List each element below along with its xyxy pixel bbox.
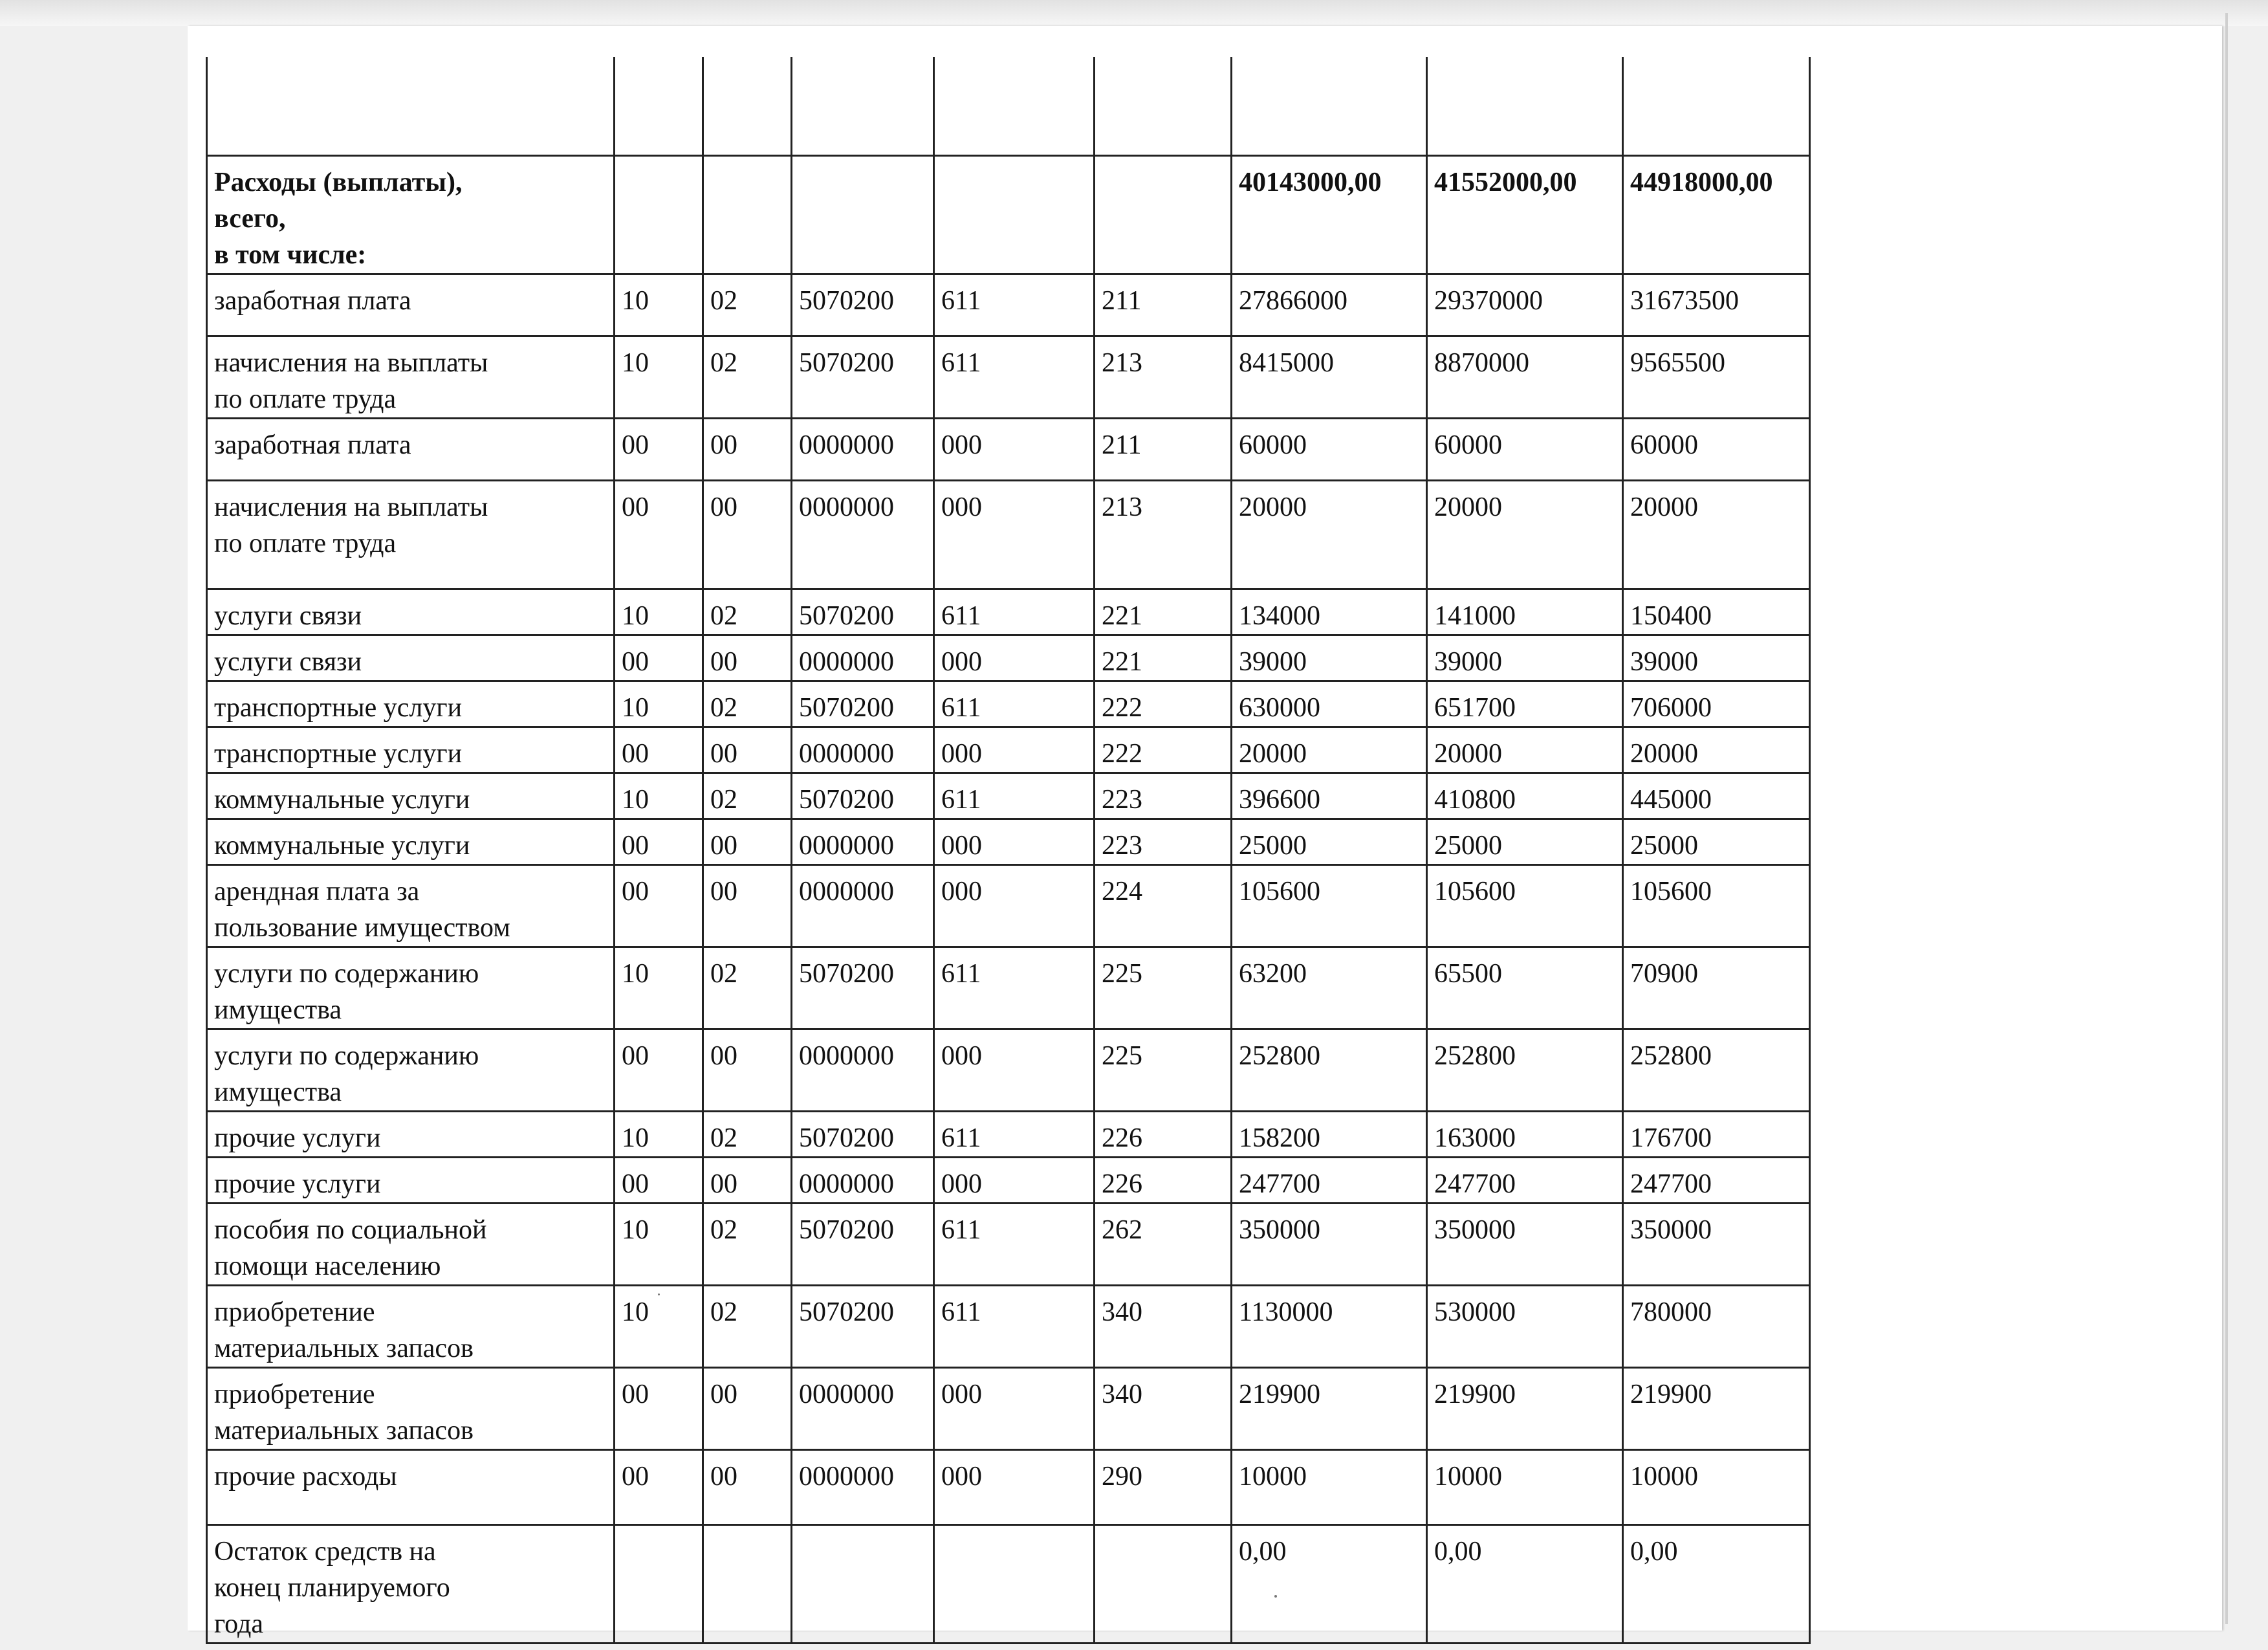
expense-name-cell: приобретение материальных запасов <box>207 1285 615 1367</box>
expense-name-cell: пособия по социальной помощи населению <box>207 1203 615 1285</box>
value-year3-cell: 60000 <box>1623 418 1810 480</box>
code-kosgu-cell: 225 <box>1095 947 1232 1029</box>
code-kosgu-cell: 211 <box>1095 418 1232 480</box>
code-subsection-cell: 00 <box>703 864 792 947</box>
code-target-cell: 5070200 <box>792 947 934 1029</box>
code-kosgu-cell: 225 <box>1095 1029 1232 1111</box>
table-row <box>207 1367 1810 1449</box>
code-subsection-cell: 00 <box>703 1157 792 1203</box>
table-row <box>207 418 1810 480</box>
value-year3-cell: 150400 <box>1623 589 1810 635</box>
value-year3-cell: 247700 <box>1623 1157 1810 1203</box>
code-target-cell <box>792 57 934 155</box>
code-type-cell: 611 <box>934 773 1095 819</box>
code-subsection-cell: 02 <box>703 1111 792 1157</box>
code-target-cell: 0000000 <box>792 1157 934 1203</box>
code-section-cell: 00 <box>615 635 703 681</box>
code-section-cell: 10 <box>615 336 703 418</box>
table-row <box>207 864 1810 947</box>
value-year1-cell: 27866000 <box>1232 274 1427 336</box>
code-type-cell: 000 <box>934 1367 1095 1449</box>
code-kosgu-cell: 221 <box>1095 635 1232 681</box>
table-row <box>207 773 1810 819</box>
expense-name-cell: прочие услуги <box>207 1111 615 1157</box>
value-year1-cell: 0,00 <box>1232 1524 1427 1643</box>
value-year3-cell: 39000 <box>1623 635 1810 681</box>
value-year2-cell: 105600 <box>1427 864 1623 947</box>
code-target-cell: 0000000 <box>792 635 934 681</box>
code-type-cell: 000 <box>934 1157 1095 1203</box>
value-year2-cell: 141000 <box>1427 589 1623 635</box>
code-kosgu-cell: 226 <box>1095 1111 1232 1157</box>
value-year3-cell: 20000 <box>1623 727 1810 773</box>
code-subsection-cell: 02 <box>703 773 792 819</box>
value-year2-cell: 247700 <box>1427 1157 1623 1203</box>
code-target-cell: 5070200 <box>792 336 934 418</box>
code-kosgu-cell: 222 <box>1095 681 1232 727</box>
value-year1-cell: 219900 <box>1232 1367 1427 1449</box>
code-subsection-cell: 00 <box>703 727 792 773</box>
value-year2-cell: 530000 <box>1427 1285 1623 1367</box>
table-row <box>207 1203 1810 1285</box>
expenses-table <box>206 57 1811 1644</box>
code-target-cell: 0000000 <box>792 1029 934 1111</box>
code-type-cell: 000 <box>934 635 1095 681</box>
value-year2-cell: 350000 <box>1427 1203 1623 1285</box>
table-row <box>207 819 1810 864</box>
value-year2-cell <box>1427 57 1623 155</box>
code-kosgu-cell: 223 <box>1095 819 1232 864</box>
code-subsection-cell <box>703 1524 792 1643</box>
code-subsection-cell: 02 <box>703 1285 792 1367</box>
value-year3-cell: 10000 <box>1623 1449 1810 1524</box>
value-year3-cell: 350000 <box>1623 1203 1810 1285</box>
code-target-cell <box>792 155 934 274</box>
code-section-cell: 00 <box>615 819 703 864</box>
value-year3-cell: 176700 <box>1623 1111 1810 1157</box>
code-section-cell: 10 <box>615 947 703 1029</box>
scan-top-strip <box>0 0 2268 26</box>
value-year1-cell: 630000 <box>1232 681 1427 727</box>
code-section-cell: 00 <box>615 1029 703 1111</box>
code-type-cell: 000 <box>934 727 1095 773</box>
value-year3-cell: 20000 <box>1623 480 1810 589</box>
code-target-cell: 0000000 <box>792 1449 934 1524</box>
table-row <box>207 336 1810 418</box>
code-section-cell: 00 <box>615 727 703 773</box>
value-year2-cell: 252800 <box>1427 1029 1623 1111</box>
expense-name-cell: услуги связи <box>207 589 615 635</box>
table-row <box>207 155 1810 274</box>
code-target-cell: 5070200 <box>792 1111 934 1157</box>
code-kosgu-cell: 222 <box>1095 727 1232 773</box>
expense-name-cell: прочие расходы <box>207 1449 615 1524</box>
expense-name-cell: транспортные услуги <box>207 727 615 773</box>
value-year1-cell: 20000 <box>1232 480 1427 589</box>
code-type-cell: 611 <box>934 681 1095 727</box>
value-year2-cell: 65500 <box>1427 947 1623 1029</box>
code-type-cell: 611 <box>934 589 1095 635</box>
expense-name-cell: услуги по содержанию имущества <box>207 947 615 1029</box>
code-target-cell: 0000000 <box>792 727 934 773</box>
value-year3-cell: 105600 <box>1623 864 1810 947</box>
value-year1-cell: 40143000,00 <box>1232 155 1427 274</box>
value-year2-cell: 410800 <box>1427 773 1623 819</box>
code-kosgu-cell: 224 <box>1095 864 1232 947</box>
expense-name-cell: Расходы (выплаты), всего, в том числе: <box>207 155 615 274</box>
code-target-cell: 5070200 <box>792 773 934 819</box>
code-subsection-cell: 02 <box>703 336 792 418</box>
value-year1-cell: 105600 <box>1232 864 1427 947</box>
value-year2-cell: 60000 <box>1427 418 1623 480</box>
code-kosgu-cell: 226 <box>1095 1157 1232 1203</box>
value-year1-cell: 134000 <box>1232 589 1427 635</box>
code-target-cell: 5070200 <box>792 1285 934 1367</box>
code-target-cell: 0000000 <box>792 864 934 947</box>
code-target-cell: 0000000 <box>792 1367 934 1449</box>
code-target-cell: 0000000 <box>792 418 934 480</box>
code-target-cell: 0000000 <box>792 819 934 864</box>
code-kosgu-cell: 223 <box>1095 773 1232 819</box>
table-row-blank <box>207 57 1810 155</box>
code-subsection-cell: 02 <box>703 947 792 1029</box>
code-subsection-cell: 02 <box>703 1203 792 1285</box>
value-year1-cell: 158200 <box>1232 1111 1427 1157</box>
expense-name-cell: заработная плата <box>207 274 615 336</box>
value-year3-cell: 31673500 <box>1623 274 1810 336</box>
code-section-cell <box>615 57 703 155</box>
expense-name-cell <box>207 57 615 155</box>
code-type-cell: 611 <box>934 274 1095 336</box>
value-year2-cell: 163000 <box>1427 1111 1623 1157</box>
expense-name-cell: арендная плата за пользование имуществом <box>207 864 615 947</box>
table-row <box>207 727 1810 773</box>
code-target-cell: 5070200 <box>792 589 934 635</box>
table-row <box>207 589 1810 635</box>
code-section-cell: 00 <box>615 1367 703 1449</box>
expense-name-cell: коммунальные услуги <box>207 819 615 864</box>
value-year2-cell: 219900 <box>1427 1367 1623 1449</box>
code-target-cell: 5070200 <box>792 1203 934 1285</box>
value-year3-cell <box>1623 57 1810 155</box>
code-type-cell: 000 <box>934 418 1095 480</box>
value-year1-cell: 63200 <box>1232 947 1427 1029</box>
code-kosgu-cell: 340 <box>1095 1367 1232 1449</box>
code-type-cell: 000 <box>934 864 1095 947</box>
value-year3-cell: 252800 <box>1623 1029 1810 1111</box>
table-row <box>207 635 1810 681</box>
expense-name-cell: заработная плата <box>207 418 615 480</box>
value-year2-cell: 10000 <box>1427 1449 1623 1524</box>
code-kosgu-cell: 290 <box>1095 1449 1232 1524</box>
code-kosgu-cell <box>1095 57 1232 155</box>
table-row <box>207 947 1810 1029</box>
code-subsection-cell: 02 <box>703 589 792 635</box>
code-kosgu-cell <box>1095 155 1232 274</box>
value-year1-cell: 20000 <box>1232 727 1427 773</box>
value-year2-cell: 20000 <box>1427 480 1623 589</box>
value-year1-cell: 39000 <box>1232 635 1427 681</box>
code-target-cell: 5070200 <box>792 274 934 336</box>
value-year1-cell: 10000 <box>1232 1449 1427 1524</box>
value-year2-cell: 20000 <box>1427 727 1623 773</box>
value-year2-cell: 29370000 <box>1427 274 1623 336</box>
value-year1-cell: 247700 <box>1232 1157 1427 1203</box>
code-section-cell <box>615 155 703 274</box>
code-section-cell: 00 <box>615 480 703 589</box>
code-subsection-cell: 00 <box>703 635 792 681</box>
value-year2-cell: 39000 <box>1427 635 1623 681</box>
code-kosgu-cell <box>1095 1524 1232 1643</box>
code-section-cell: 10 <box>615 773 703 819</box>
code-target-cell <box>792 1524 934 1643</box>
value-year1-cell: 25000 <box>1232 819 1427 864</box>
value-year3-cell: 70900 <box>1623 947 1810 1029</box>
table-row <box>207 1524 1810 1643</box>
expense-name-cell: начисления на выплаты по оплате труда <box>207 336 615 418</box>
table-row <box>207 480 1810 589</box>
code-type-cell: 611 <box>934 947 1095 1029</box>
table-row <box>207 1029 1810 1111</box>
expense-name-cell: Остаток средств на конец планируемого года <box>207 1524 615 1643</box>
paper-edge <box>2225 13 2228 1624</box>
table-row <box>207 1285 1810 1367</box>
value-year3-cell: 780000 <box>1623 1285 1810 1367</box>
table-row <box>207 274 1810 336</box>
code-kosgu-cell: 213 <box>1095 480 1232 589</box>
code-type-cell: 611 <box>934 1285 1095 1367</box>
value-year1-cell: 8415000 <box>1232 336 1427 418</box>
value-year1-cell <box>1232 57 1427 155</box>
code-type-cell: 000 <box>934 480 1095 589</box>
value-year3-cell: 9565500 <box>1623 336 1810 418</box>
expense-name-cell: коммунальные услуги <box>207 773 615 819</box>
code-section-cell: 00 <box>615 1157 703 1203</box>
value-year1-cell: 60000 <box>1232 418 1427 480</box>
code-target-cell: 0000000 <box>792 480 934 589</box>
value-year3-cell: 0,00 <box>1623 1524 1810 1643</box>
expense-name-cell: транспортные услуги <box>207 681 615 727</box>
value-year2-cell: 25000 <box>1427 819 1623 864</box>
code-section-cell: 10 <box>615 1203 703 1285</box>
value-year1-cell: 350000 <box>1232 1203 1427 1285</box>
code-type-cell <box>934 57 1095 155</box>
code-subsection-cell: 00 <box>703 418 792 480</box>
table-row <box>207 1449 1810 1524</box>
value-year2-cell: 41552000,00 <box>1427 155 1623 274</box>
code-section-cell: 10 <box>615 274 703 336</box>
code-subsection-cell: 02 <box>703 274 792 336</box>
value-year2-cell: 0,00 <box>1427 1524 1623 1643</box>
code-type-cell: 611 <box>934 1203 1095 1285</box>
code-section-cell: 10 <box>615 589 703 635</box>
expense-name-cell: начисления на выплаты по оплате труда <box>207 480 615 589</box>
code-type-cell: 000 <box>934 1449 1095 1524</box>
table-row <box>207 1157 1810 1203</box>
code-section-cell: 00 <box>615 1449 703 1524</box>
expense-name-cell: прочие услуги <box>207 1157 615 1203</box>
code-section-cell: 00 <box>615 418 703 480</box>
code-section-cell: 10 <box>615 1111 703 1157</box>
expense-name-cell: услуги по содержанию имущества <box>207 1029 615 1111</box>
code-kosgu-cell: 262 <box>1095 1203 1232 1285</box>
value-year3-cell: 25000 <box>1623 819 1810 864</box>
table-row <box>207 681 1810 727</box>
code-kosgu-cell: 213 <box>1095 336 1232 418</box>
code-kosgu-cell: 221 <box>1095 589 1232 635</box>
code-subsection-cell: 00 <box>703 1449 792 1524</box>
value-year3-cell: 44918000,00 <box>1623 155 1810 274</box>
value-year3-cell: 445000 <box>1623 773 1810 819</box>
code-type-cell: 611 <box>934 1111 1095 1157</box>
value-year1-cell: 252800 <box>1232 1029 1427 1111</box>
code-subsection-cell: 00 <box>703 1029 792 1111</box>
code-type-cell: 000 <box>934 1029 1095 1111</box>
value-year3-cell: 706000 <box>1623 681 1810 727</box>
value-year3-cell: 219900 <box>1623 1367 1810 1449</box>
code-section-cell: 10 <box>615 1285 703 1367</box>
code-type-cell <box>934 1524 1095 1643</box>
expense-name-cell: услуги связи <box>207 635 615 681</box>
code-section-cell: 00 <box>615 864 703 947</box>
table-row <box>207 1111 1810 1157</box>
code-target-cell: 5070200 <box>792 681 934 727</box>
value-year1-cell: 1130000 <box>1232 1285 1427 1367</box>
code-type-cell: 611 <box>934 336 1095 418</box>
code-type-cell: 000 <box>934 819 1095 864</box>
code-section-cell: 10 <box>615 681 703 727</box>
code-subsection-cell: 00 <box>703 819 792 864</box>
code-subsection-cell: 00 <box>703 1367 792 1449</box>
code-subsection-cell <box>703 155 792 274</box>
code-subsection-cell: 00 <box>703 480 792 589</box>
expense-name-cell: приобретение материальных запасов <box>207 1367 615 1449</box>
value-year1-cell: 396600 <box>1232 773 1427 819</box>
code-kosgu-cell: 340 <box>1095 1285 1232 1367</box>
code-kosgu-cell: 211 <box>1095 274 1232 336</box>
value-year2-cell: 8870000 <box>1427 336 1623 418</box>
code-subsection-cell: 02 <box>703 681 792 727</box>
code-type-cell <box>934 155 1095 274</box>
code-subsection-cell <box>703 57 792 155</box>
code-section-cell <box>615 1524 703 1643</box>
value-year2-cell: 651700 <box>1427 681 1623 727</box>
